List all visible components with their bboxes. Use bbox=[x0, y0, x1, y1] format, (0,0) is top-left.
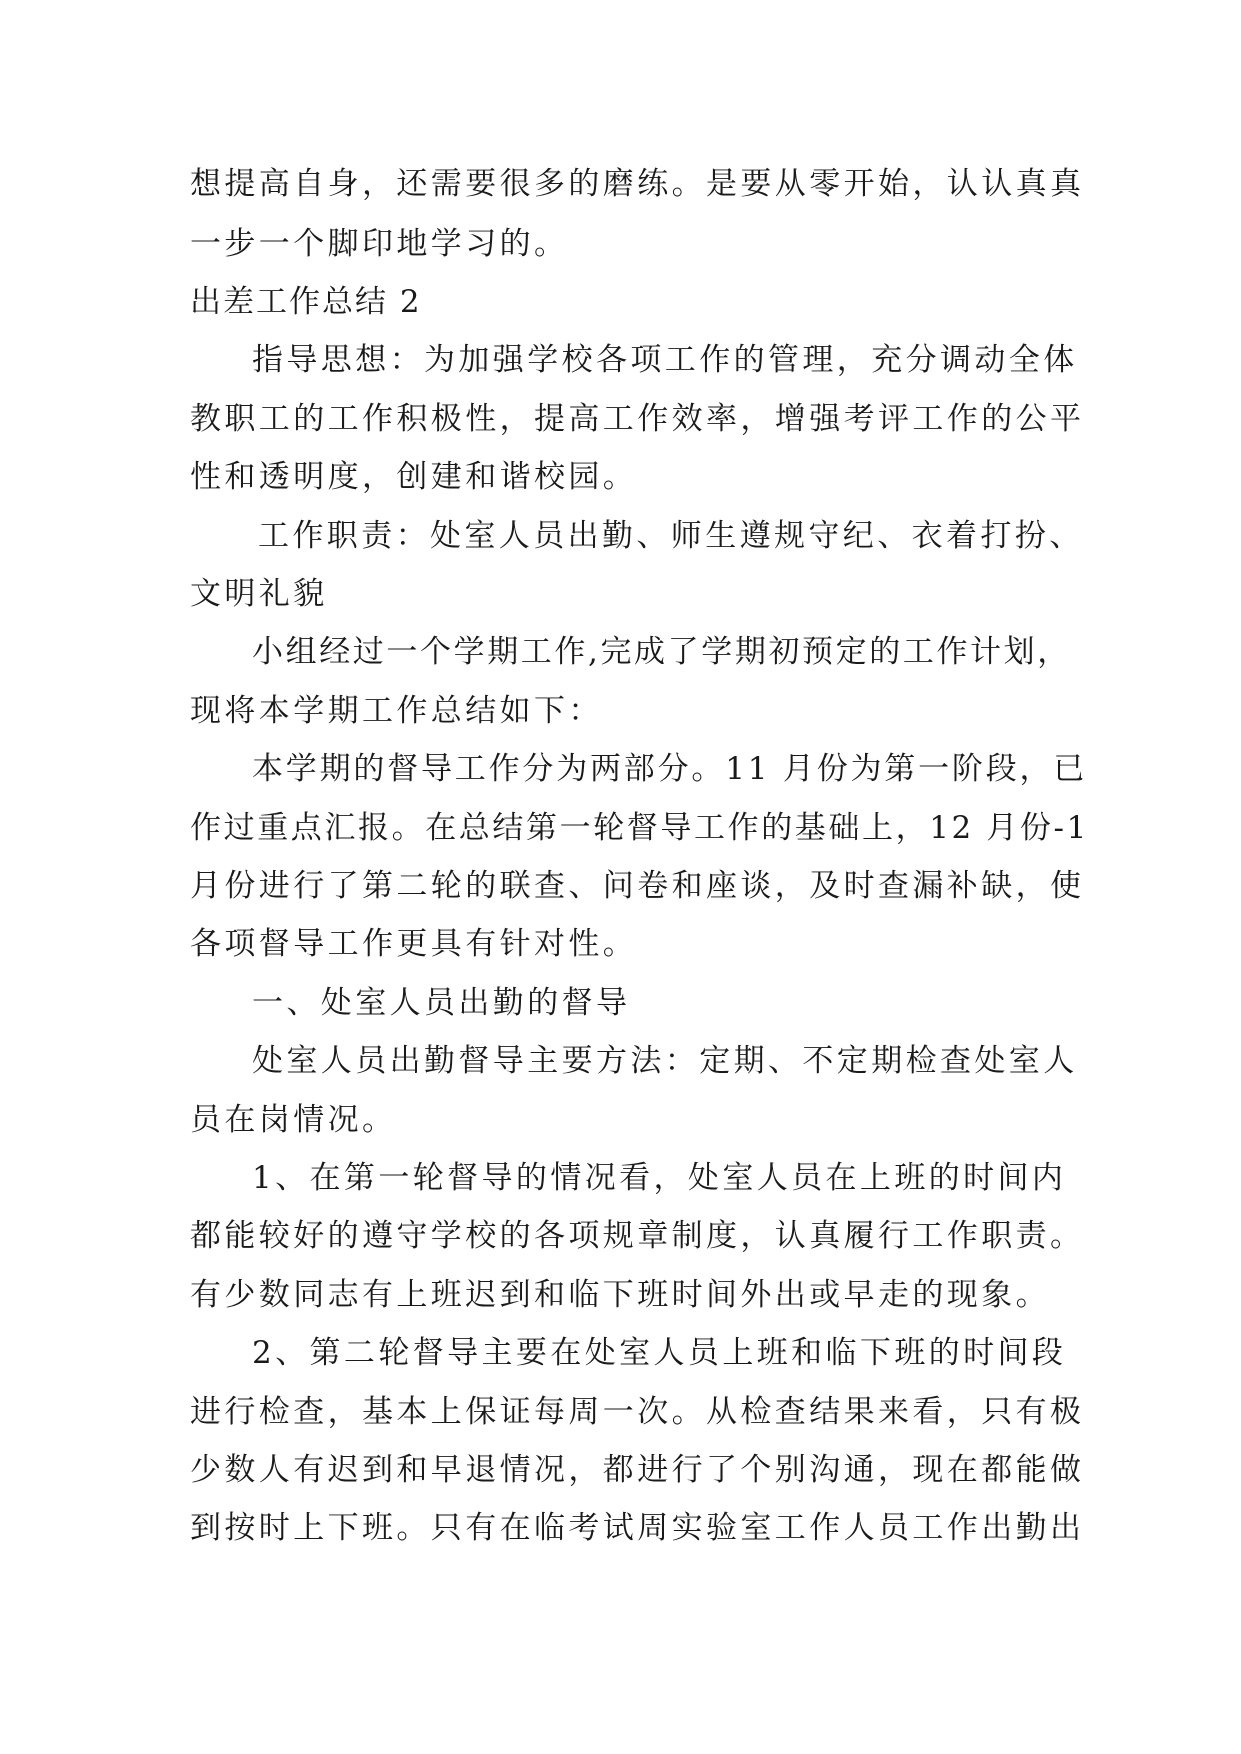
paragraph-first-line: 2、第二轮督导主要在处室人员上班和临下班的时间段 bbox=[252, 1335, 1067, 1371]
subheading: 一、处室人员出勤的督导 bbox=[252, 985, 631, 1021]
text-line: 都能较好的遵守学校的各项规章制度，认真履行工作职责。 bbox=[190, 1218, 1085, 1254]
paragraph-first-line: 小组经过一个学期工作,完成了学期初预定的工作计划， bbox=[252, 634, 1071, 670]
text-line: 到按时上下班。只有在临考试周实验室工作人员工作出勤出 bbox=[190, 1510, 1085, 1546]
text-line: 作过重点汇报。在总结第一轮督导工作的基础上，12 月份-1 bbox=[190, 810, 1089, 846]
paragraph-first-line: 本学期的督导工作分为两部分。11 月份为第一阶段，已 bbox=[252, 751, 1088, 787]
text-line: 进行检查，基本上保证每周一次。从检查结果来看，只有极 bbox=[190, 1394, 1085, 1430]
text-line: 各项督导工作更具有针对性。 bbox=[190, 926, 638, 962]
paragraph-first-line: 指导思想：为加强学校各项工作的管理，充分调动全体 bbox=[252, 342, 1078, 378]
text-line: 一步一个脚印地学习的。 bbox=[190, 226, 569, 262]
paragraph-first-line: 工作职责：处室人员出勤、师生遵规守纪、衣着打扮、 bbox=[258, 518, 1084, 554]
text-line: 现将本学期工作总结如下： bbox=[190, 693, 603, 729]
text-line: 少数人有迟到和早退情况，都进行了个别沟通，现在都能做 bbox=[190, 1452, 1085, 1488]
text-line: 教职工的工作积极性，提高工作效率，增强考评工作的公平 bbox=[190, 401, 1085, 437]
paragraph-first-line: 处室人员出勤督导主要方法：定期、不定期检查处室人 bbox=[252, 1043, 1078, 1079]
text-line: 性和透明度，创建和谐校园。 bbox=[190, 459, 638, 495]
section-heading: 出差工作总结 2 bbox=[190, 284, 422, 320]
text-line: 有少数同志有上班迟到和临下班时间外出或早走的现象。 bbox=[190, 1277, 1050, 1313]
text-line: 想提高自身，还需要很多的磨练。是要从零开始，认认真真 bbox=[190, 166, 1085, 202]
paragraph-first-line: 1、在第一轮督导的情况看，处室人员在上班的时间内 bbox=[252, 1160, 1067, 1196]
text-line: 月份进行了第二轮的联查、问卷和座谈，及时查漏补缺，使 bbox=[190, 868, 1085, 904]
text-line: 文明礼貌 bbox=[190, 576, 328, 612]
text-line: 员在岗情况。 bbox=[190, 1102, 397, 1138]
